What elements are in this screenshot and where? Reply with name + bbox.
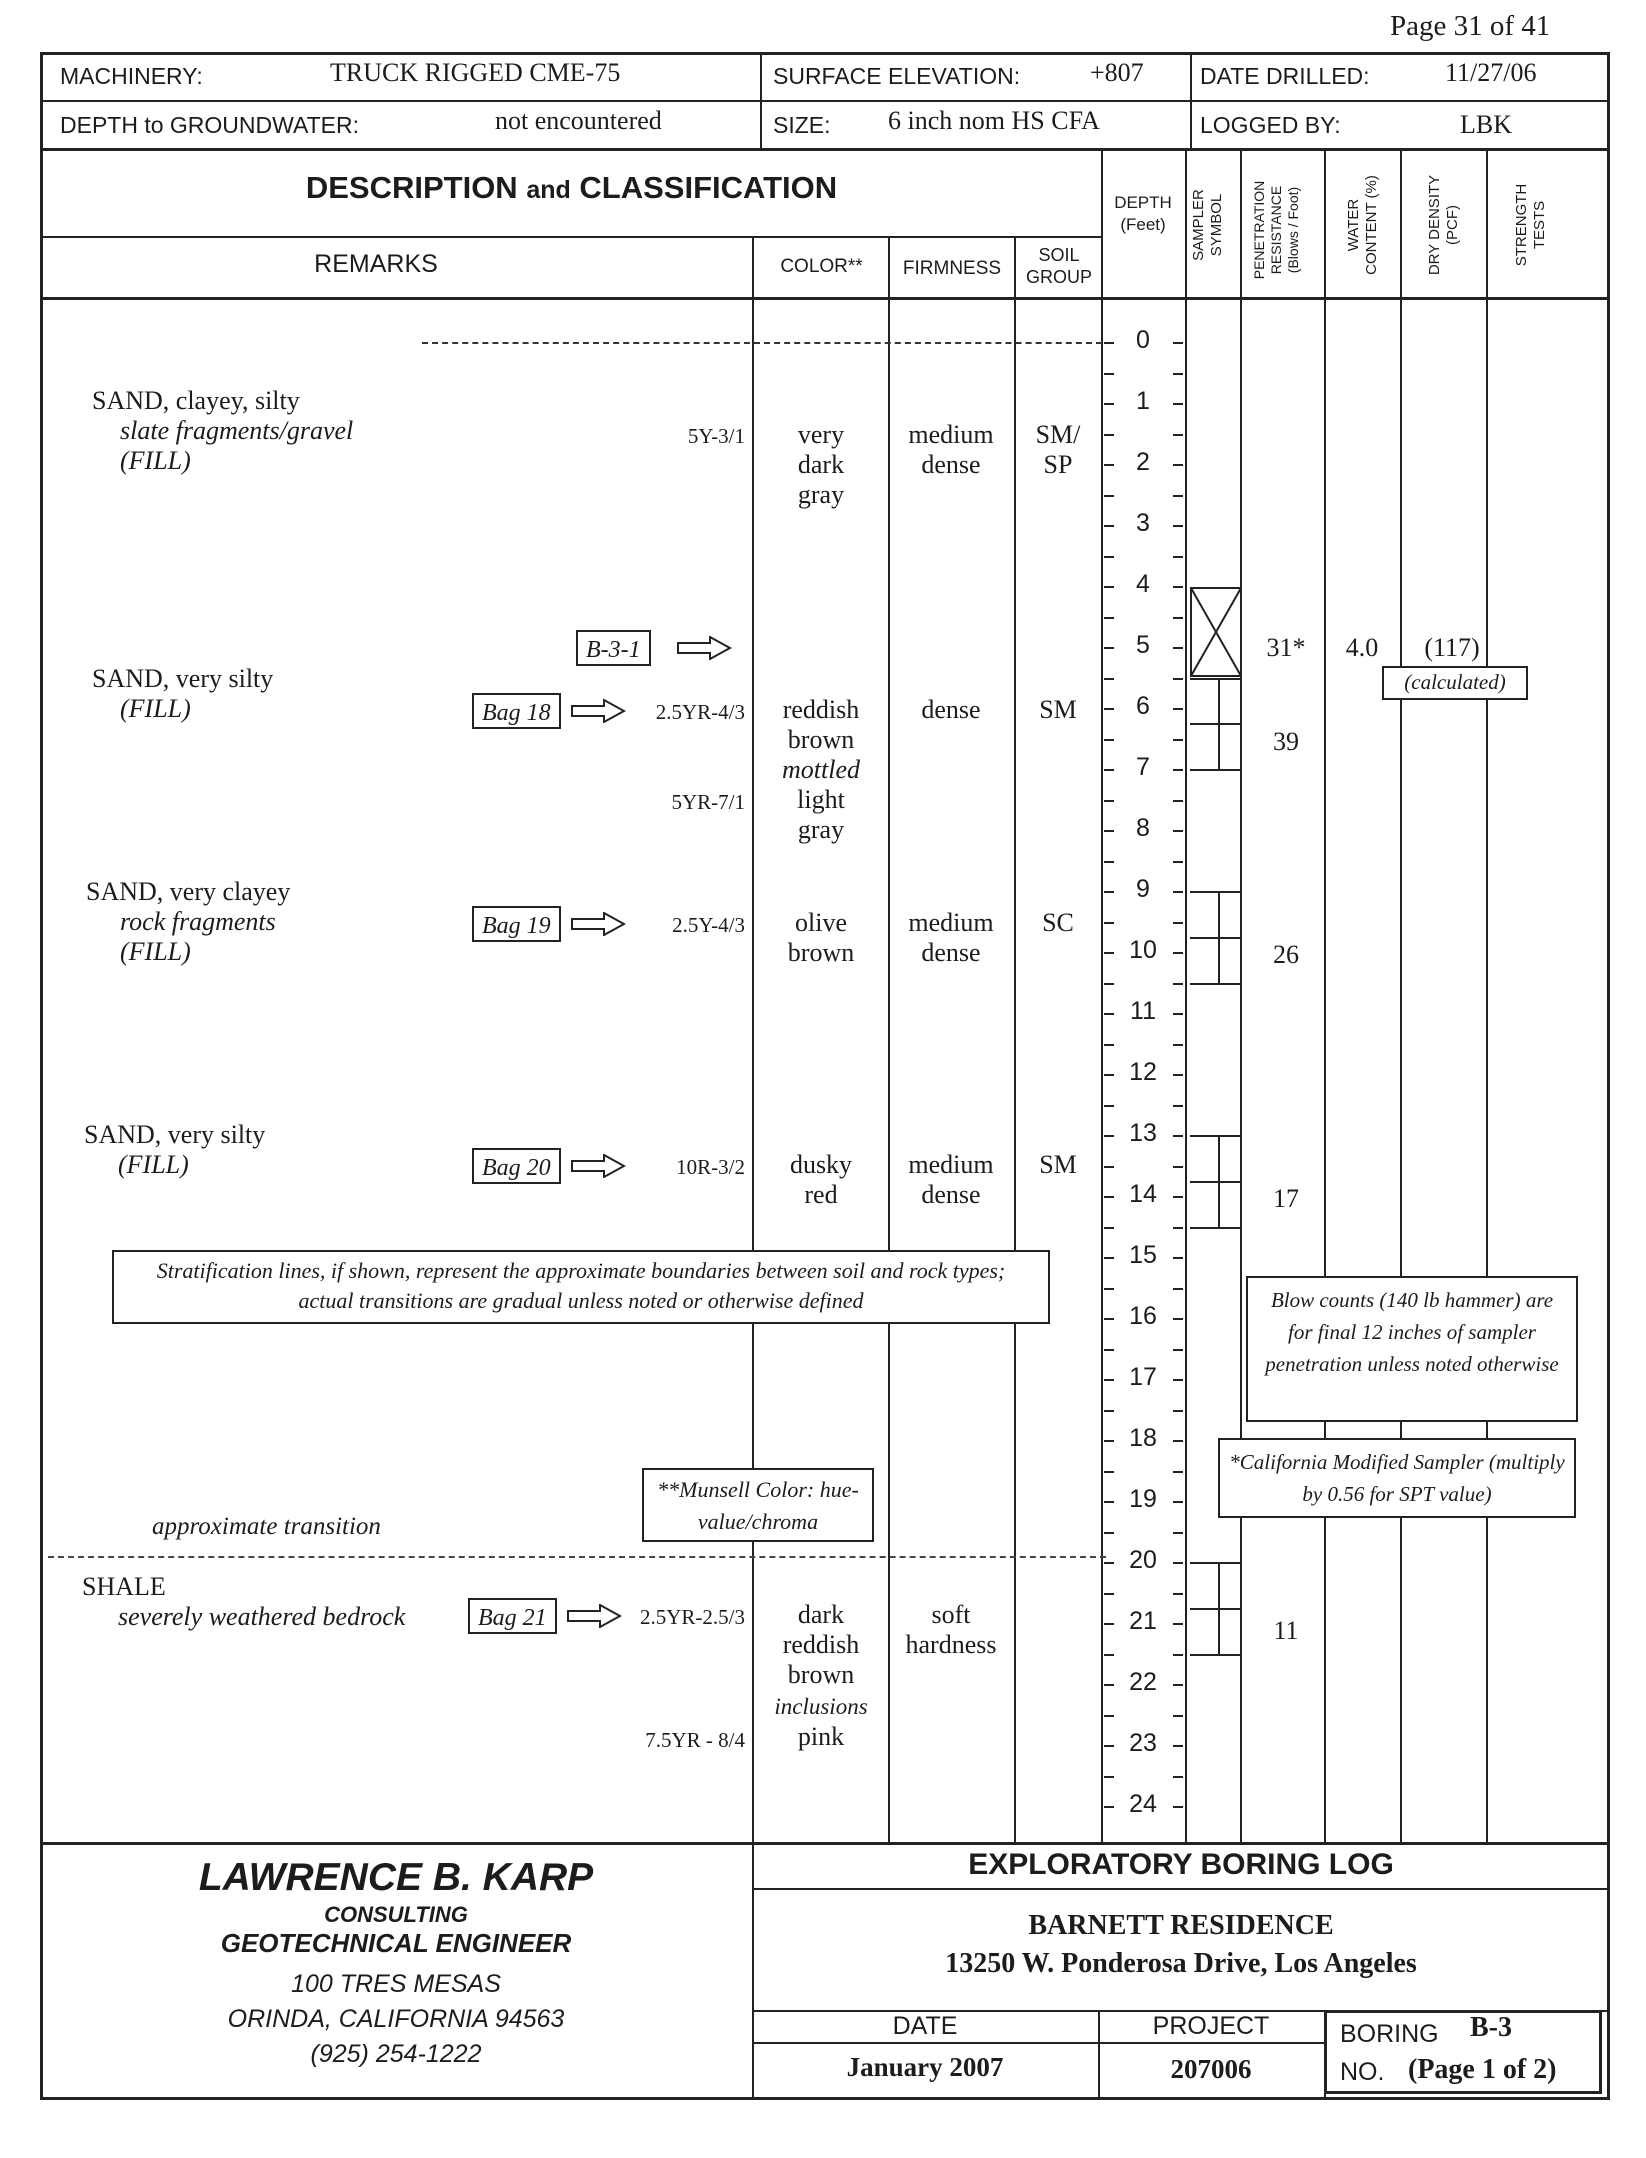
depth-label: 13 xyxy=(1129,1119,1157,1147)
layer2-munsell-2: 5YR-7/1 xyxy=(671,790,745,814)
dry-density-header: DRY DENSITY (PCF) xyxy=(1426,174,1461,276)
sample-tag-arrow-icon xyxy=(676,636,732,660)
depth-label: 12 xyxy=(1129,1058,1157,1086)
desc-title-divider xyxy=(40,236,1103,238)
depth-label: 23 xyxy=(1129,1729,1157,1757)
layer3-bag-arrow-icon xyxy=(570,912,626,936)
depth-tick xyxy=(1173,922,1183,924)
depth-tick xyxy=(1104,1379,1114,1381)
date-value: January 2007 xyxy=(846,2052,1004,2082)
depth-tick xyxy=(1173,678,1183,680)
surface-elevation-value: +807 xyxy=(1090,58,1144,87)
project-name: BARNETT RESIDENCE xyxy=(1028,1910,1334,1941)
layer2-bag: Bag 18 xyxy=(472,693,561,729)
depth-label: 20 xyxy=(1129,1546,1157,1574)
depth-tick xyxy=(1173,1715,1183,1717)
layer5-detail: severely weathered bedrock xyxy=(118,1602,406,1631)
depth-tick xyxy=(1173,1776,1183,1778)
california-sampler-symbol xyxy=(1190,769,1242,771)
desc-title-word1: DESCRIPTION xyxy=(305,170,518,205)
layer4-fill: (FILL) xyxy=(118,1150,189,1179)
depth-label: 22 xyxy=(1129,1668,1157,1696)
depth-tick xyxy=(1173,1257,1183,1259)
depth-tick xyxy=(1104,403,1114,405)
col-line-sampler xyxy=(1240,150,1242,1842)
size-label: SIZE: xyxy=(773,112,831,138)
calculated-note: (calculated) xyxy=(1382,666,1528,700)
header-col-divider-1 xyxy=(760,52,762,150)
depth-tick xyxy=(1104,1806,1114,1808)
groundwater-label: DEPTH to GROUNDWATER: xyxy=(60,112,360,138)
layer5-firmness: soft hardness xyxy=(905,1600,997,1659)
depth-tick xyxy=(1104,952,1114,954)
depth-label: 2 xyxy=(1136,448,1150,476)
depth-tick xyxy=(1104,1288,1114,1290)
layer2-color-2: light gray xyxy=(797,785,845,844)
log-frame xyxy=(40,52,1610,2100)
depth-tick xyxy=(1104,830,1114,832)
depth-tick xyxy=(1104,1257,1114,1259)
desc-title-and: and xyxy=(526,176,571,204)
depth-tick xyxy=(1173,617,1183,619)
layer2-firmness: dense xyxy=(921,695,981,724)
layer3-munsell: 2.5Y-4/3 xyxy=(672,913,745,937)
layer4-name: SAND, very silty xyxy=(84,1120,266,1149)
depth-tick xyxy=(1173,1440,1183,1442)
blow-counts-note: Blow counts (140 lb hammer) are for final 12 inches of sampler penetration unless noted otherwise xyxy=(1246,1276,1578,1422)
depth-tick xyxy=(1173,495,1183,497)
depth-tick xyxy=(1104,1654,1114,1656)
california-sampler-symbol xyxy=(1190,723,1242,725)
depth-tick xyxy=(1173,1410,1183,1412)
depth-tick xyxy=(1173,1562,1183,1564)
depth-label: 17 xyxy=(1129,1363,1157,1391)
surface-elevation-label: SURFACE ELEVATION: xyxy=(773,63,1021,89)
munsell-note: **Munsell Color: hue-value/chroma xyxy=(642,1468,874,1542)
water-header: WATER CONTENT (%) xyxy=(1345,175,1380,275)
depth-tick xyxy=(1173,342,1183,344)
depth-tick xyxy=(1104,1318,1114,1320)
depth-tick xyxy=(1173,373,1183,375)
depth-label: 0 xyxy=(1136,326,1150,354)
water-content-5ft: 4.0 xyxy=(1345,633,1379,662)
column-header-bottom xyxy=(40,297,1610,300)
depth-tick xyxy=(1173,1227,1183,1229)
depth-tick xyxy=(1104,342,1114,344)
layer1-firmness: medium dense xyxy=(908,420,994,479)
layer5-bag-arrow-icon xyxy=(566,1604,622,1628)
depth-label: 5 xyxy=(1136,631,1150,659)
firmness-header: FIRMNESS xyxy=(902,258,1002,279)
footer-top-line xyxy=(40,1842,1610,1845)
depth-label: 16 xyxy=(1129,1302,1157,1330)
soil-group-header: SOIL GROUP xyxy=(1025,245,1092,287)
depth-label: 24 xyxy=(1129,1790,1157,1818)
layer4-soil-group: SM xyxy=(1039,1150,1077,1179)
california-sampler-symbol xyxy=(1190,937,1242,939)
col-line-water xyxy=(1400,150,1402,1842)
depth-tick xyxy=(1104,1410,1114,1412)
depth-tick xyxy=(1173,1379,1183,1381)
depth-tick xyxy=(1173,739,1183,741)
depth-header: DEPTH (Feet) xyxy=(1114,193,1172,234)
layer1-fill: (FILL) xyxy=(120,446,191,475)
col-line-depth-left xyxy=(1101,150,1103,1842)
layer3-color: olive brown xyxy=(787,908,855,967)
california-sampler-symbol xyxy=(1190,1227,1242,1229)
depth-tick xyxy=(1173,1288,1183,1290)
layer3-soil-group: SC xyxy=(1042,908,1074,937)
sampler-header: SAMPLER SYMBOL xyxy=(1190,189,1225,261)
layer4-firmness: medium dense xyxy=(908,1150,994,1209)
layer4-bag-arrow-icon xyxy=(570,1154,626,1178)
depth-tick xyxy=(1104,556,1114,558)
layer2-color-mottled: mottled xyxy=(782,755,860,784)
dry-density-5ft: (117) xyxy=(1424,633,1480,662)
machinery-value: TRUCK RIGGED CME-75 xyxy=(330,58,621,87)
header-col-divider-2 xyxy=(1190,52,1192,150)
depth-label: 8 xyxy=(1136,814,1150,842)
approx-transition-label: approximate transition xyxy=(152,1513,381,1540)
depth-tick xyxy=(1173,800,1183,802)
california-sampler-symbol xyxy=(1190,891,1242,893)
layer2-description xyxy=(92,664,273,724)
depth-tick xyxy=(1104,708,1114,710)
depth-tick xyxy=(1173,1532,1183,1534)
depth-tick xyxy=(1173,983,1183,985)
depth-label: 3 xyxy=(1136,509,1150,537)
stratification-note: Stratification lines, if shown, represent the approximate boundaries between soil and rock types; actual transitions are gradual unless noted or otherwise defined xyxy=(112,1250,1050,1324)
col-line-depth-right xyxy=(1185,150,1187,1842)
depth-tick xyxy=(1173,830,1183,832)
layer1-color: very dark gray xyxy=(797,420,845,509)
depth-tick xyxy=(1104,1501,1114,1503)
boring-page: (Page 1 of 2) xyxy=(1408,2054,1557,2085)
depth-tick xyxy=(1173,708,1183,710)
california-sampler-symbol xyxy=(1190,1562,1242,1564)
depth-tick xyxy=(1173,525,1183,527)
depth-tick xyxy=(1104,861,1114,863)
depth-label: 6 xyxy=(1136,692,1150,720)
depth-tick xyxy=(1104,1715,1114,1717)
layer3-description xyxy=(86,877,290,967)
footer-label-divider xyxy=(752,2042,1324,2044)
depth-label: 14 xyxy=(1129,1180,1157,1208)
layer3-detail: rock fragments xyxy=(120,907,276,936)
depth-tick xyxy=(1173,891,1183,893)
col-line-penetration xyxy=(1324,150,1326,1842)
depth-tick xyxy=(1104,1776,1114,1778)
depth-tick xyxy=(1173,1654,1183,1656)
penetration-6-5ft: 39 xyxy=(1273,727,1299,756)
depth-tick xyxy=(1173,403,1183,405)
strength-header: STRENGTH TESTS xyxy=(1513,183,1548,267)
layer1-name: SAND, clayey, silty xyxy=(92,386,300,415)
boring-no-label: NO. xyxy=(1340,2058,1385,2086)
project-value: 207006 xyxy=(1170,2054,1252,2084)
california-sampler-symbol xyxy=(1190,1608,1242,1610)
depth-label: 7 xyxy=(1136,753,1150,781)
depth-tick xyxy=(1173,1013,1183,1015)
depth-tick xyxy=(1104,495,1114,497)
depth-label: 21 xyxy=(1129,1607,1157,1635)
date-label: DATE xyxy=(892,2012,958,2040)
layer4-bag: Bag 20 xyxy=(472,1148,561,1184)
layer1-detail: slate fragments/gravel xyxy=(120,416,354,445)
layer3-firmness: medium dense xyxy=(908,908,994,967)
layer4-description xyxy=(84,1120,265,1180)
layer2-color: reddish brown xyxy=(782,695,860,754)
layer5-color-inclusions: inclusions xyxy=(774,1694,868,1719)
layer1-munsell: 5Y-3/1 xyxy=(687,424,745,448)
layer5-name: SHALE xyxy=(82,1572,166,1601)
depth-tick xyxy=(1173,1105,1183,1107)
project-address: 13250 W. Ponderosa Drive, Los Angeles xyxy=(945,1948,1417,1979)
layer5-bag: Bag 21 xyxy=(468,1598,557,1634)
depth-tick xyxy=(1104,1135,1114,1137)
layer5-munsell-2: 7.5YR - 8/4 xyxy=(645,1728,745,1752)
depth-tick xyxy=(1104,800,1114,802)
depth-tick xyxy=(1104,1532,1114,1534)
depth-tick xyxy=(1173,647,1183,649)
layer5-color: dark reddish brown xyxy=(782,1600,860,1689)
footer-title-divider xyxy=(752,1888,1610,1890)
depth-tick xyxy=(1173,1044,1183,1046)
california-sampler-symbol xyxy=(1190,1181,1242,1183)
depth-tick xyxy=(1104,1349,1114,1351)
layer4-munsell: 10R-3/2 xyxy=(676,1155,745,1179)
depth-tick xyxy=(1173,586,1183,588)
layer5-munsell: 2.5YR-2.5/3 xyxy=(640,1605,745,1629)
depth-tick xyxy=(1173,1166,1183,1168)
depth-tick xyxy=(1173,1806,1183,1808)
depth-tick xyxy=(1104,983,1114,985)
layer2-soil-group: SM xyxy=(1039,695,1077,724)
depth-tick xyxy=(1104,1227,1114,1229)
depth-tick xyxy=(1173,952,1183,954)
layer2-name: SAND, very silty xyxy=(92,664,274,693)
date-drilled-value: 11/27/06 xyxy=(1445,58,1537,87)
layer1-soil-group: SM/ SP xyxy=(1035,420,1081,479)
depth-tick xyxy=(1104,1044,1114,1046)
layer3-fill: (FILL) xyxy=(120,937,191,966)
layer5-description xyxy=(82,1572,405,1632)
header-bottom-line xyxy=(40,148,1610,151)
ground-surface-line xyxy=(422,342,1102,344)
bulk-sample-x-icon xyxy=(1190,587,1242,677)
depth-tick xyxy=(1104,891,1114,893)
depth-tick xyxy=(1104,1623,1114,1625)
depth-tick xyxy=(1173,1074,1183,1076)
depth-tick xyxy=(1104,586,1114,588)
layer5-color-2: pink xyxy=(797,1722,845,1751)
depth-tick xyxy=(1104,1471,1114,1473)
remarks-header: REMARKS xyxy=(314,250,438,278)
transition-line xyxy=(48,1556,1106,1558)
depth-label: 4 xyxy=(1136,570,1150,598)
california-sampler-symbol xyxy=(1190,678,1242,680)
depth-label: 1 xyxy=(1136,387,1150,415)
layer2-munsell: 2.5YR-4/3 xyxy=(655,700,745,724)
depth-tick xyxy=(1173,1501,1183,1503)
depth-label: 11 xyxy=(1130,997,1156,1025)
penetration-14ft: 17 xyxy=(1273,1184,1299,1213)
depth-tick xyxy=(1104,678,1114,680)
desc-title-word2: CLASSIFICATION xyxy=(579,170,838,205)
depth-tick xyxy=(1104,1196,1114,1198)
depth-tick xyxy=(1173,556,1183,558)
depth-tick xyxy=(1104,769,1114,771)
machinery-label: MACHINERY: xyxy=(60,63,203,89)
penetration-10ft: 26 xyxy=(1273,940,1299,969)
depth-tick xyxy=(1104,1593,1114,1595)
company-address1: 100 TRES MESAS xyxy=(291,1970,501,1998)
depth-tick xyxy=(1104,922,1114,924)
depth-tick xyxy=(1104,373,1114,375)
depth-tick xyxy=(1173,861,1183,863)
depth-tick xyxy=(1104,647,1114,649)
depth-tick xyxy=(1173,1471,1183,1473)
depth-tick xyxy=(1104,525,1114,527)
depth-tick xyxy=(1104,1074,1114,1076)
color-header: COLOR** xyxy=(780,256,863,277)
depth-label: 9 xyxy=(1136,875,1150,903)
penetration-5ft: 31* xyxy=(1266,633,1306,662)
depth-tick xyxy=(1104,1013,1114,1015)
description-title xyxy=(40,170,1103,206)
california-sampler-symbol xyxy=(1190,1654,1242,1656)
depth-tick xyxy=(1104,617,1114,619)
depth-tick xyxy=(1104,1684,1114,1686)
page-label: Page 31 of 41 xyxy=(1390,10,1551,42)
depth-tick xyxy=(1173,1623,1183,1625)
depth-tick xyxy=(1173,464,1183,466)
layer3-bag: Bag 19 xyxy=(472,906,561,942)
project-label: PROJECT xyxy=(1152,2012,1270,2040)
layer2-bag-arrow-icon xyxy=(570,699,626,723)
depth-tick xyxy=(1173,1196,1183,1198)
company-address2: ORINDA, CALIFORNIA 94563 xyxy=(227,2005,565,2033)
depth-tick xyxy=(1104,739,1114,741)
depth-tick xyxy=(1104,1166,1114,1168)
layer2-fill: (FILL) xyxy=(120,694,191,723)
depth-tick xyxy=(1104,1105,1114,1107)
company-sub1: CONSULTING xyxy=(324,1902,468,1927)
depth-tick xyxy=(1173,434,1183,436)
depth-label: 10 xyxy=(1129,936,1157,964)
header-divider xyxy=(40,100,1610,102)
depth-tick xyxy=(1173,769,1183,771)
sample-tag: B-3-1 xyxy=(576,630,651,666)
groundwater-value: not encountered xyxy=(495,106,662,135)
company-name: LAWRENCE B. KARP xyxy=(198,1856,594,1899)
depth-tick xyxy=(1104,1562,1114,1564)
depth-label: 15 xyxy=(1129,1241,1157,1269)
layer4-color: dusky red xyxy=(789,1150,853,1209)
depth-label: 18 xyxy=(1129,1424,1157,1452)
california-sampler-note: *California Modified Sampler (multiply by 0.56 for SPT value) xyxy=(1218,1438,1576,1518)
logged-by-value: LBK xyxy=(1460,110,1512,139)
log-title: EXPLORATORY BORING LOG xyxy=(968,1848,1394,1881)
depth-tick xyxy=(1104,1440,1114,1442)
company-phone: (925) 254-1222 xyxy=(310,2040,482,2068)
layer3-name: SAND, very clayey xyxy=(86,877,291,906)
depth-label: 19 xyxy=(1129,1485,1157,1513)
depth-tick xyxy=(1104,434,1114,436)
depth-tick xyxy=(1104,1745,1114,1747)
logged-by-label: LOGGED BY: xyxy=(1200,112,1341,138)
size-value: 6 inch nom HS CFA xyxy=(888,106,1100,135)
date-drilled-label: DATE DRILLED: xyxy=(1200,63,1370,89)
depth-tick xyxy=(1104,464,1114,466)
layer1-description xyxy=(92,386,353,476)
california-sampler-symbol xyxy=(1190,983,1242,985)
boring-label: BORING xyxy=(1340,2020,1439,2048)
company-sub2: GEOTECHNICAL ENGINEER xyxy=(220,1928,572,1958)
depth-tick xyxy=(1173,1684,1183,1686)
depth-tick xyxy=(1173,1593,1183,1595)
col-line-density xyxy=(1486,150,1488,1842)
boring-value: B-3 xyxy=(1470,2012,1512,2043)
depth-tick xyxy=(1173,1745,1183,1747)
california-sampler-symbol xyxy=(1190,1135,1242,1137)
depth-tick xyxy=(1173,1135,1183,1137)
penetration-21ft: 11 xyxy=(1273,1616,1299,1645)
penetration-header: PENETRATION RESISTANCE (Blows / Foot) xyxy=(1251,180,1301,280)
depth-tick xyxy=(1173,1318,1183,1320)
depth-tick xyxy=(1173,1349,1183,1351)
